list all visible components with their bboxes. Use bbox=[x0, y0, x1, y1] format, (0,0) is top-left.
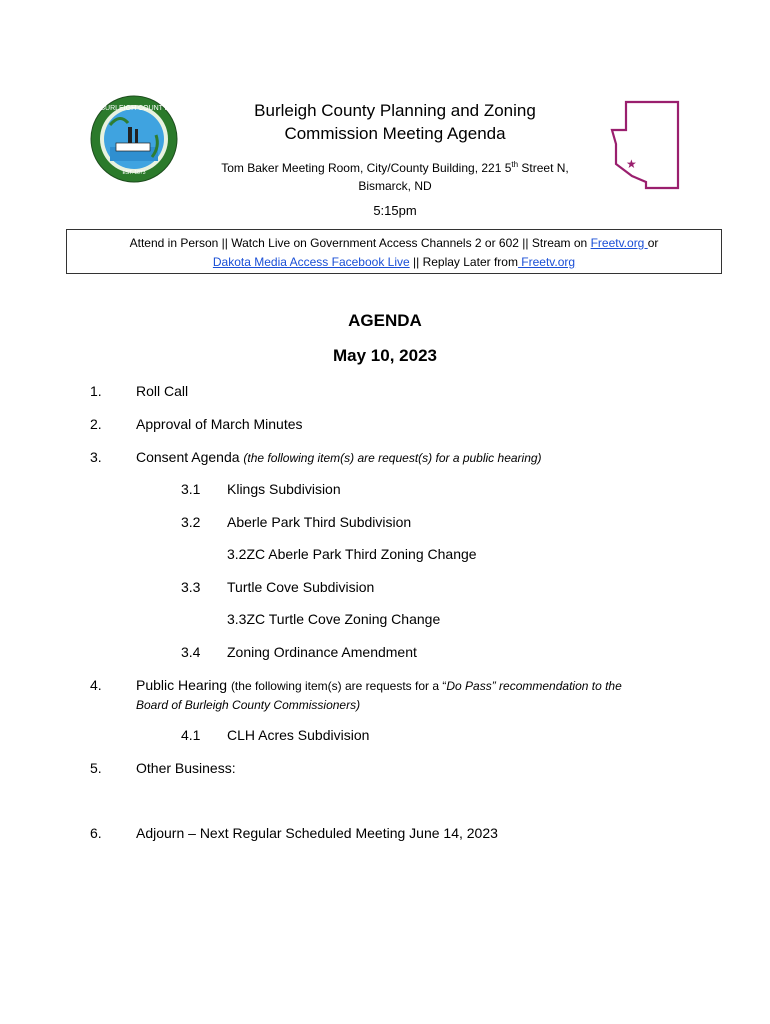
subitem-aberle-park: Aberle Park Third Subdivision bbox=[227, 514, 412, 530]
subitem-number: 4.1 bbox=[181, 727, 201, 743]
subitem-number: 3.1 bbox=[181, 481, 201, 497]
subitem-number: 3.2 bbox=[181, 514, 201, 530]
agenda-date: May 10, 2023 bbox=[333, 346, 437, 365]
item-number: 3. bbox=[90, 449, 102, 465]
page-title: Burleigh County Planning and Zoning Commission Meeting Agenda bbox=[254, 101, 536, 143]
subitem-klings: Klings Subdivision bbox=[227, 481, 341, 497]
subitem-number: 3.4 bbox=[181, 644, 201, 660]
agenda-item-public-hearing: Public Hearing (the following item(s) are requests for a “Do Pass” recommendation to the bbox=[136, 677, 622, 693]
subitem-clh-acres: CLH Acres Subdivision bbox=[227, 727, 370, 743]
meeting-time: 5:15pm bbox=[373, 203, 417, 218]
subitem-number: 3.3 bbox=[181, 579, 201, 595]
agenda-item-roll-call: Roll Call bbox=[136, 383, 189, 399]
item-number: 4. bbox=[90, 677, 102, 693]
county-map-icon bbox=[610, 100, 682, 192]
agenda-item-other-business: Other Business: bbox=[136, 760, 236, 776]
item-number: 1. bbox=[90, 383, 102, 399]
facebook-live-link[interactable]: Dakota Media Access Facebook Live bbox=[212, 255, 410, 269]
svg-text:★: ★ bbox=[626, 157, 637, 171]
public-hearing-note-line2: Board of Burleigh County Commissioners) bbox=[136, 698, 361, 712]
item-number: 2. bbox=[90, 416, 102, 432]
subitem-turtle-cove: Turtle Cove Subdivision bbox=[227, 579, 375, 595]
county-seal-logo bbox=[90, 95, 178, 183]
replay-freetv-link[interactable]: Freetv.org bbox=[517, 255, 576, 269]
freetv-link[interactable]: Freetv.org bbox=[590, 236, 648, 250]
subitem-turtle-cove-zoning: 3.3ZC Turtle Cove Zoning Change bbox=[227, 611, 441, 627]
agenda-item-approval-minutes: Approval of March Minutes bbox=[136, 416, 303, 432]
agenda-heading: AGENDA bbox=[348, 311, 422, 330]
consent-agenda-note: (the following item(s) are request(s) for a public hearing) bbox=[243, 451, 542, 465]
meeting-location: Tom Baker Meeting Room, City/County Building, 221 5th Street N, Bismarck, ND bbox=[221, 160, 569, 193]
svg-text:EST. 1873: EST. 1873 bbox=[122, 170, 146, 176]
item-number: 6. bbox=[90, 825, 102, 841]
item-number: 5. bbox=[90, 760, 102, 776]
attendance-options-box: Attend in Person || Watch Live on Government Access Channels 2 or 602 || Stream on Freetv.org or Dakota Media Access Facebook Live || Replay Later from Freetv.org bbox=[66, 229, 722, 274]
subitem-aberle-zoning: 3.2ZC Aberle Park Third Zoning Change bbox=[227, 546, 477, 562]
svg-text:BURLEIGH COUNTY: BURLEIGH COUNTY bbox=[100, 105, 168, 112]
agenda-item-consent-agenda: Consent Agenda (the following item(s) are request(s) for a public hearing) bbox=[136, 449, 542, 465]
agenda-item-adjourn: Adjourn – Next Regular Scheduled Meeting June 14, 2023 bbox=[136, 825, 498, 841]
subitem-zoning-ordinance: Zoning Ordinance Amendment bbox=[227, 644, 417, 660]
